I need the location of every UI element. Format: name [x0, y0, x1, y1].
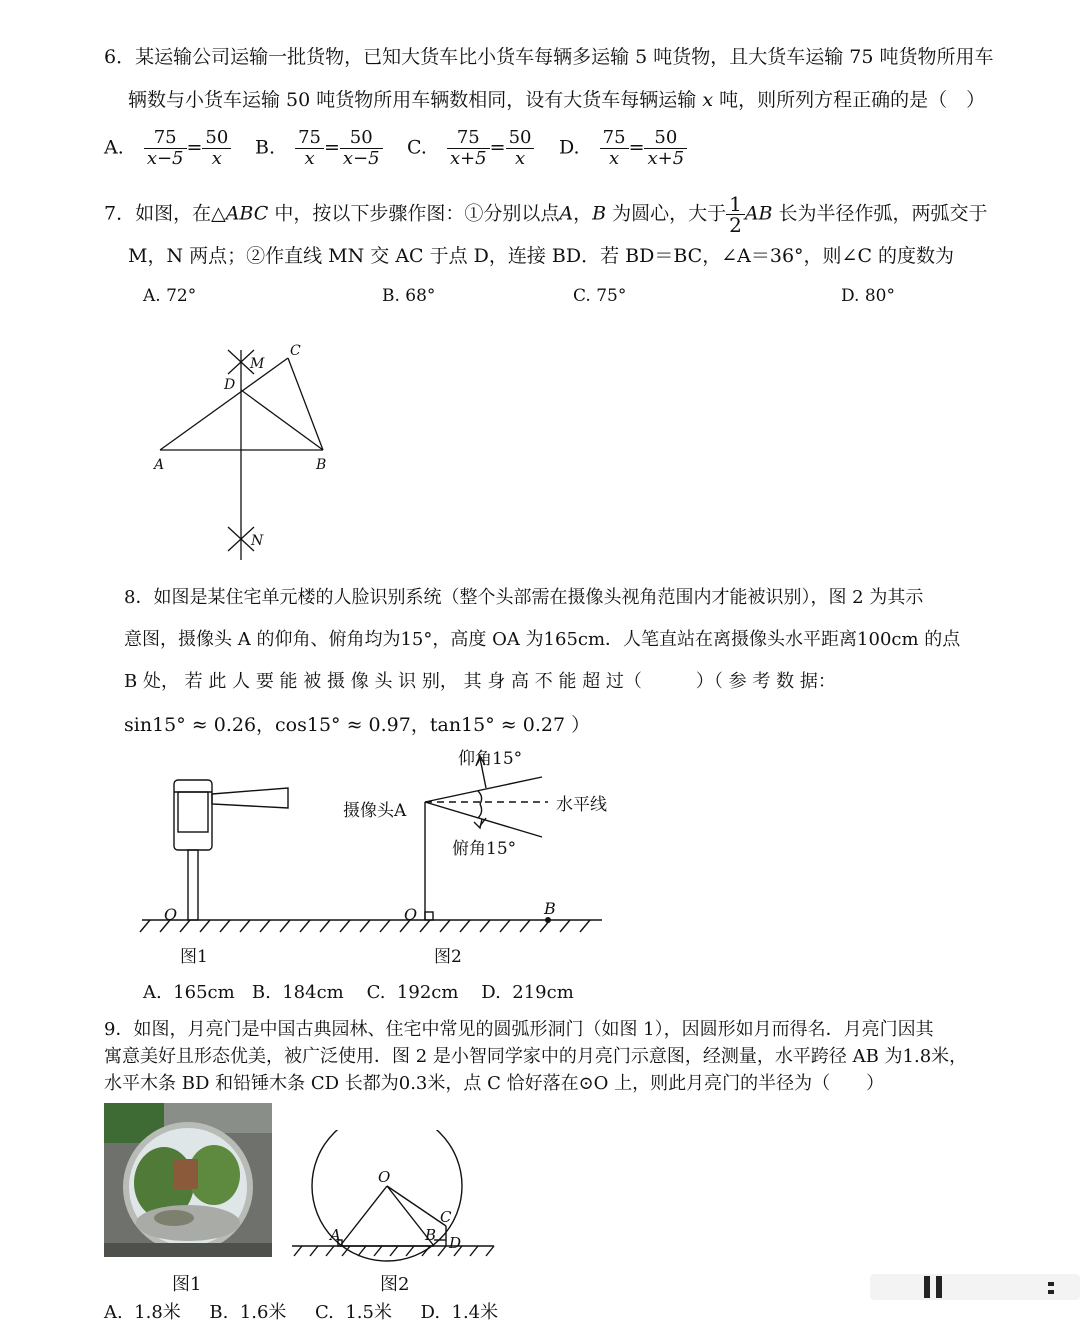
q6-line2-var: x [702, 89, 714, 111]
half-fraction: $\frac{1}{2}$ [726, 194, 745, 235]
label-c: C [440, 1208, 452, 1226]
label-m: M [250, 356, 265, 372]
option-letter: C. [407, 136, 427, 159]
label-d: D [224, 377, 236, 393]
label-d: D [449, 1234, 462, 1252]
camera-label: 摄像头A [343, 801, 407, 821]
q9-line2: 寓意美好且形态优美，被广泛使用．图 2 是小智同学家中的月亮门示意图，经测量，水平跨径 AB 为1.8米， [104, 1046, 968, 1067]
segment-bd [241, 390, 323, 450]
right-angle-mark [425, 912, 433, 920]
label-b: B [425, 1226, 437, 1244]
label-b: B [316, 457, 327, 473]
label-a: A [330, 1226, 341, 1244]
q6-line2 [128, 88, 985, 112]
q9-options[interactable]: A. 1.8米 B. 1.6米 C. 1.5米 D. 1.4米 [104, 1302, 499, 1323]
option-letter: D. [559, 136, 580, 159]
q6-option-c[interactable]: C. $\frac{75}{x+5}$ = $\frac{50}{x}$ [407, 128, 534, 169]
fraction: $\frac{75}{x}$ [295, 128, 324, 169]
q7-line2: M，N 两点；②作直线 MN 交 AC 于点 D，连接 BD．若 BD＝BC，∠A＝36°，则∠C 的度数为 [128, 245, 955, 267]
q7-triangle-figure [140, 330, 360, 570]
q8-line4: sin15° ≈ 0.26，cos15° ≈ 0.97，tan15° ≈ 0.27 ） [124, 714, 591, 736]
q7-option-c[interactable]: C. 75° [573, 286, 627, 306]
option-letter: B. [255, 136, 276, 159]
q9-moon-gate-diagram [286, 1130, 506, 1270]
label-a: A [154, 457, 165, 473]
fraction: $\frac{75}{x}$ [600, 128, 629, 169]
pause-icon [924, 1276, 930, 1298]
q9-fig1-caption: 图1 [172, 1274, 202, 1295]
label-n: N [251, 533, 264, 549]
ground-hatching [294, 1246, 494, 1256]
segment-oc [387, 1186, 446, 1226]
q9-fig2-caption: 图2 [380, 1274, 410, 1295]
ground-hatching [140, 920, 590, 932]
q6-option-d[interactable]: D. $\frac{75}{x}$ = $\frac{50}{x+5}$ [559, 128, 687, 169]
fraction: $\frac{75}{x+5}$ [447, 128, 490, 169]
q6-line2-end: 吨，则所列方程正确的是（ ） [719, 89, 986, 111]
q7-line1: 7．如图，在△ABC 中，按以下步骤作图：①分别以点A，B 为圆心，大于 $\frac{1}{2}$ AB 长为半径作弧，两弧交于 [104, 192, 988, 237]
device-body [174, 780, 212, 850]
q9-line1: 9．如图，月亮门是中国古典园林、住宅中常见的圆弧形洞门（如图 1），因圆形如月而得名．月亮门因其 [104, 1019, 934, 1040]
fig2-caption: 图2 [434, 947, 462, 967]
depression-arc [478, 804, 482, 818]
q6-line2-start: 辆数与小货车运输 50 吨货物所用车辆数相同，设有大货车每辆运输 [128, 89, 697, 111]
fraction: $\frac{50}{x-5}$ [340, 128, 383, 169]
label-b: B [544, 899, 556, 918]
moon-gate-photo [104, 1103, 272, 1257]
fig1-caption: 图1 [180, 947, 208, 967]
q8-line2: 意图，摄像头 A 的仰角、俯角均为15°，高度 OA 为165cm．人笔直站在离摄像头水平距离100cm 的点 [124, 629, 961, 650]
elevation-ray [425, 777, 542, 802]
label-c: C [290, 343, 301, 359]
elevation-label: 仰角15° [458, 749, 523, 769]
q6-line1: 6．某运输公司运输一批货物，已知大货车比小货车每辆多运输 5 吨货物，且大货车运输 75 吨货物所用车 [104, 46, 994, 68]
viewer-control-bar[interactable] [870, 1268, 1080, 1304]
q7-option-d[interactable]: D. 80° [841, 286, 895, 306]
depression-ray [425, 802, 542, 837]
q7-option-a[interactable]: A. 72° [143, 286, 197, 306]
segment-ac [160, 358, 288, 450]
q6-option-a[interactable]: A. $\frac{75}{x-5}$ = $\frac{50}{x}$ [104, 128, 231, 169]
fraction: $\frac{50}{x}$ [202, 128, 231, 169]
q9-line3: 水平木条 BD 和铅锤木条 CD 长都为0.3米，点 C 恰好落在⊙O 上，则此月亮门的半径为（ ） [104, 1073, 885, 1094]
device-camera-cone [212, 788, 288, 808]
device-post [188, 850, 198, 920]
option-letter: A. [104, 136, 124, 159]
q7-option-b[interactable]: B. 68° [382, 286, 436, 306]
segment-bc [288, 358, 323, 450]
label-o2: O [404, 905, 418, 924]
q8-camera-figure [130, 742, 620, 972]
horizontal-label: 水平线 [556, 795, 607, 815]
segment-oa [340, 1186, 387, 1246]
label-o1: O [164, 905, 178, 924]
q6-option-b[interactable]: B. $\frac{75}{x}$ = $\frac{50}{x-5}$ [255, 128, 383, 169]
menu-icon [1048, 1282, 1054, 1286]
device-screen [178, 792, 208, 832]
label-o: O [378, 1168, 391, 1186]
q8-line1: 8．如图是某住宅单元楼的人脸识别系统（整个头部需在摄像头视角范围内才能被识别），图 2 为其示 [124, 587, 924, 608]
fraction: $\frac{75}{x-5}$ [144, 128, 187, 169]
q8-options[interactable]: A. 165cm B. 184cm C. 192cm D. 219cm [143, 982, 574, 1003]
q8-line3: B 处， 若 此 人 要 能 被 摄 像 头 识 别， 其 身 高 不 能 超 过（ ）（ 参 考 数 据： [124, 671, 836, 692]
fraction: $\frac{50}{x}$ [506, 128, 535, 169]
depression-label: 俯角15° [452, 839, 517, 859]
fraction: $\frac{50}{x+5}$ [644, 128, 687, 169]
